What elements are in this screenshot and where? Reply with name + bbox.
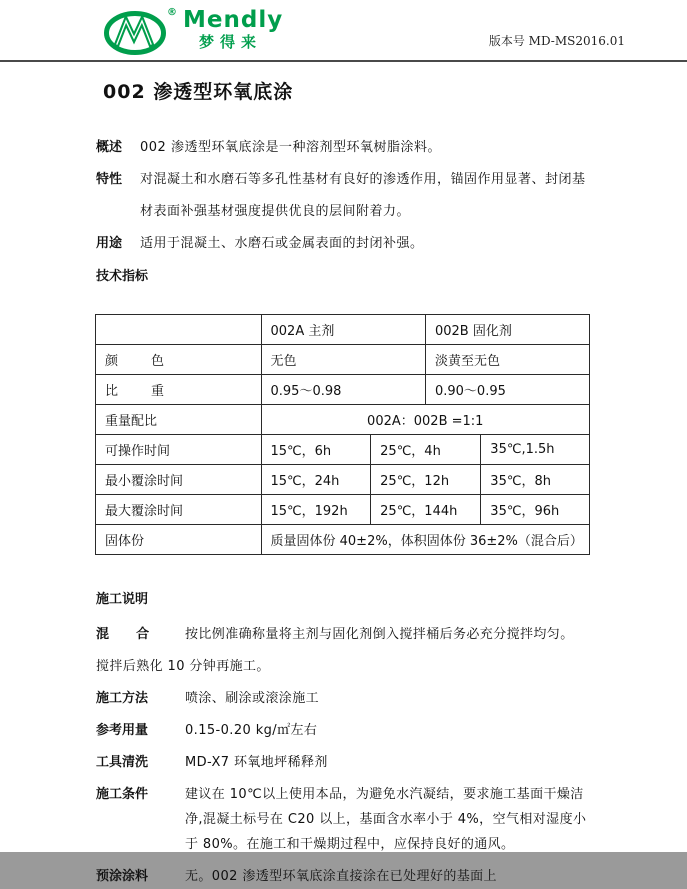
mendly-logo-icon	[103, 9, 175, 55]
construction-heading: 施工说明	[96, 592, 149, 607]
mendly-logo-svg	[103, 9, 175, 55]
intro-text: 对混凝土和水磨石等多孔性基材有良好的渗透作用，锚固作用显著、封闭基材表面补强基材强度提供优良的层间附着力。	[140, 172, 586, 219]
construction-row-consumption	[96, 718, 592, 743]
cell-002b-header: 002B 固化剂	[425, 315, 589, 345]
intro-label: 概述	[96, 140, 123, 155]
cell-color-b: 淡黄至无色	[425, 345, 589, 375]
cell-color-a: 无色	[261, 345, 425, 375]
tech-spec-heading: 技术指标	[96, 269, 149, 284]
row-label: 重量配比	[96, 405, 262, 435]
cell-potlife-35c: 35℃,1.5h	[481, 435, 590, 465]
construction-row-mixing	[96, 622, 592, 647]
intro-row-overview	[96, 132, 592, 164]
construction-text: 喷涂、刷涂或滚涂施工	[185, 691, 320, 706]
row-label: 比 重	[96, 375, 262, 405]
row-label: 固体份	[96, 525, 262, 555]
cell-solids: 质量固体份 40±2%，体积固体份 36±2%（混合后）	[261, 525, 590, 555]
table-row-min-recoat	[96, 465, 590, 495]
construction-mixing-continuation: 搅拌后熟化 10 分钟再施工。	[96, 659, 270, 674]
construction-label: 工具清洗	[96, 755, 149, 770]
row-label: 颜 色	[96, 345, 262, 375]
construction-row-conditions	[96, 782, 592, 857]
cell-mix-ratio: 002A：002B =1:1	[261, 405, 590, 435]
page-header	[0, 0, 687, 62]
table-row-gravity	[96, 375, 590, 405]
construction-row-tool-cleaning	[96, 750, 592, 775]
cell-minrecoat-15c: 15℃，24h	[261, 465, 371, 495]
construction-text: 无。002 渗透型环氧底涂直接涂在已处理好的基面上	[185, 869, 497, 884]
construction-text: 按比例准确称量将主剂与固化剂倒入搅拌桶后务必充分搅拌均匀。	[185, 627, 574, 642]
registered-trademark-icon: ®	[167, 7, 177, 18]
cell-maxrecoat-25c: 25℃，144h	[371, 495, 481, 525]
table-row-max-recoat	[96, 495, 590, 525]
construction-label: 参考用量	[96, 723, 149, 738]
cell-gravity-a: 0.95～0.98	[261, 375, 425, 405]
table-row-pot-life	[96, 435, 590, 465]
construction-label: 施工方法	[96, 691, 149, 706]
cell-002a-header: 002A 主剂	[261, 315, 425, 345]
cell-minrecoat-35c: 35℃，8h	[481, 465, 590, 495]
construction-text: 0.15-0.20 kg/㎡左右	[185, 723, 318, 738]
row-label: 可操作时间	[96, 435, 262, 465]
intro-text: 002 渗透型环氧底涂是一种溶剂型环氧树脂涂料。	[140, 140, 441, 155]
cell-potlife-15c: 15℃，6h	[261, 435, 371, 465]
construction-section	[96, 590, 592, 889]
row-label	[96, 315, 262, 345]
construction-text: MD-X7 环氧地坪稀释剂	[185, 755, 328, 770]
construction-row-method	[96, 686, 592, 711]
intro-row-usage	[96, 228, 592, 260]
table-row-color	[96, 345, 590, 375]
intro-text: 适用于混凝土、水磨石或金属表面的封闭补强。	[140, 236, 424, 251]
construction-row-precoat	[96, 864, 592, 889]
table-row-mix-ratio	[96, 405, 590, 435]
intro-label: 用途	[96, 236, 123, 251]
brand-name-chinese: 梦得来	[199, 33, 263, 51]
cell-potlife-25c: 25℃，4h	[371, 435, 481, 465]
row-label: 最大覆涂时间	[96, 495, 262, 525]
construction-label: 预涂涂料	[96, 869, 149, 884]
brand-wordmark	[183, 9, 283, 50]
version-number: 版本号 MD-MS2016.01	[488, 34, 625, 48]
cell-maxrecoat-35c: 35℃，96h	[481, 495, 590, 525]
construction-label: 混 合	[96, 627, 150, 642]
row-label: 最小覆涂时间	[96, 465, 262, 495]
intro-section	[96, 132, 592, 260]
cell-gravity-b: 0.90～0.95	[425, 375, 589, 405]
brand-name-english: Mendly	[183, 7, 284, 33]
spec-table	[95, 314, 590, 555]
page-title: 002 渗透型环氧底涂	[103, 81, 294, 103]
table-row-solids	[96, 525, 590, 555]
cell-maxrecoat-15c: 15℃，192h	[261, 495, 371, 525]
intro-row-features	[96, 164, 592, 228]
brand-logo	[103, 9, 283, 55]
cell-minrecoat-25c: 25℃，12h	[371, 465, 481, 495]
table-row-components	[96, 315, 590, 345]
construction-label: 施工条件	[96, 787, 149, 802]
intro-label: 特性	[96, 172, 123, 187]
construction-text: 建议在 10℃以上使用本品，为避免水汽凝结，要求施工基面干燥洁净,混凝土标号在 C20 以上，基面含水率小于 4%，空气相对湿度小于 80%。在施工和干燥期过程中，应保持良好的通风。	[185, 787, 587, 852]
